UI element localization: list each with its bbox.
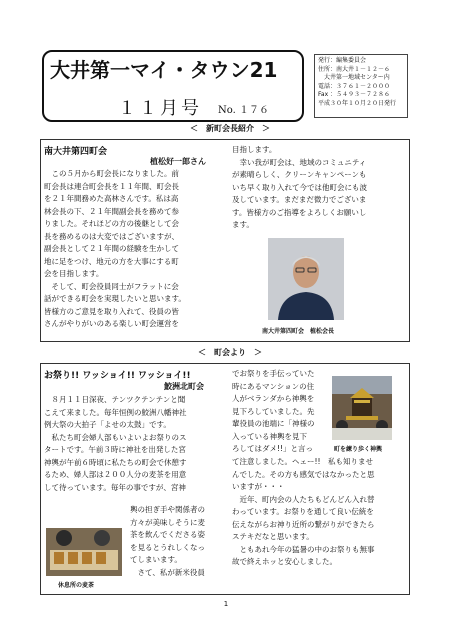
barley-tea-photo bbox=[46, 528, 122, 576]
article-author: 植松好一郎さん bbox=[150, 157, 206, 166]
text-line: 人がベランダから神輿を bbox=[232, 394, 315, 403]
phone-line: 電話：３７６１－２０００ bbox=[318, 82, 391, 90]
mikoshi-photo bbox=[332, 376, 392, 440]
text-line: て注意しました。ヘェー!! 私も知りませ bbox=[232, 457, 374, 466]
issue-number: No. １７６ bbox=[218, 105, 269, 116]
fax-line: Fax ：５４９３－７２８６ bbox=[318, 91, 391, 99]
text-line: 輩役員の池端に「神様の bbox=[232, 419, 315, 428]
text-line: てしまいます。 bbox=[130, 555, 182, 564]
text-line: 地に足をつけ、地元の方を大事にする町 bbox=[44, 256, 179, 266]
text-line: 及しています。まだまだ微力でございま bbox=[232, 195, 367, 204]
text-line: んでした。その方も感気ではなかったと思 bbox=[232, 469, 375, 479]
text-line: さんがやりがいのある楽しい町会運営を bbox=[44, 319, 179, 328]
article-left-column bbox=[44, 168, 186, 331]
text-line: わっています。お祭りを通して良い伝統を bbox=[232, 507, 374, 516]
text-line: が素晴らしく、クリーンキャンペーンも bbox=[232, 170, 367, 179]
text-line: して待っています。毎年の事ですが、宮神 bbox=[44, 482, 186, 492]
article-org: 南大井第四町会 bbox=[44, 147, 108, 157]
text-line: 幸い我が町会は、地域のコミュニティ bbox=[232, 157, 367, 167]
text-line: 例大祭の大拍子「よせの太鼓」です。 bbox=[44, 420, 171, 429]
text-line: 長を務めるのは大変ではございますが、 bbox=[44, 231, 179, 241]
text-line: 皆様方のご意見を取り入れて、役員の皆 bbox=[44, 306, 179, 316]
text-line: を見るとうれしくなっ bbox=[130, 542, 205, 552]
text-line: そして、町会役員同士がフラットに会 bbox=[44, 281, 179, 291]
page-number: 1 bbox=[223, 600, 229, 608]
text-line: 私たち町会婦人部もいよいよお祭りのス bbox=[44, 432, 187, 442]
text-line: ともあれ今年の猛暑の中のお祭りも無事 bbox=[232, 544, 375, 554]
text-line: 神輿が午前６時頃に私たちの町会で休憩す bbox=[44, 457, 187, 467]
festival-left-top bbox=[44, 394, 187, 494]
text-line: 輿の担ぎ手や関係者の bbox=[130, 505, 205, 514]
festival-left-bottom bbox=[130, 504, 205, 579]
chair-portrait-photo bbox=[268, 238, 344, 320]
text-line: 話ができる町会を実現したいと思います。 bbox=[44, 294, 186, 303]
text-line: 方々が美味しそうに麦 bbox=[130, 517, 205, 527]
text-line: 故で終えホッと安心しました。 bbox=[232, 557, 337, 566]
text-line: この５月から町会長になりました。前 bbox=[44, 169, 179, 178]
text-line: ろしてはダメ!!」と言っ bbox=[232, 444, 314, 453]
text-line: ます。 bbox=[232, 220, 254, 229]
article-right-column bbox=[232, 144, 367, 232]
text-line: でお祭りを手伝っていた bbox=[232, 369, 315, 378]
text-line: 目指します。 bbox=[232, 145, 277, 154]
date-line: 平成３０年１０月２０日発行 bbox=[318, 99, 397, 107]
text-line: す。皆様方のご指導をよろしくお願いし bbox=[232, 207, 367, 217]
address-line-2: 大井第一地域センター内 bbox=[318, 74, 390, 82]
newsletter-title: 大井第一マイ・タウン21 bbox=[50, 58, 278, 82]
text-line: 茶を飲んでくださる姿 bbox=[130, 530, 205, 539]
text-line: 林会長の下、２１年間副会長を務めて参 bbox=[44, 206, 179, 216]
text-line: いち早く取り入れて今では他町会にも波 bbox=[232, 182, 367, 192]
festival-title: お祭り!! ワッショイ!! ワッショイ!! bbox=[44, 371, 191, 381]
address-line: 住所：南大井１－１２－６ bbox=[318, 65, 391, 73]
text-line: りました。それほどの方の後継として会 bbox=[44, 219, 179, 228]
text-line: 見下ろしていました。先 bbox=[232, 406, 315, 416]
festival-org: 鮫洲北町会 bbox=[164, 382, 204, 391]
mikoshi-caption: 町を練り歩く神輿 bbox=[334, 446, 383, 453]
section-heading-from-chokai: ＜ 町会より ＞ bbox=[198, 348, 262, 357]
issue-month: １１月号 bbox=[118, 98, 202, 119]
chair-photo-caption: 南大井第四町会 植松会長 bbox=[262, 328, 335, 335]
text-line: 入っている神輿を見下 bbox=[232, 431, 307, 441]
publisher-info bbox=[314, 54, 408, 118]
text-line: を２１年間務めた高林さんです。私は高 bbox=[44, 194, 179, 203]
text-line: タートです。午前３時に神社を出発した宮 bbox=[44, 445, 186, 454]
text-line: 伝えながらお神り近所の繋がりができたら bbox=[232, 519, 375, 529]
publisher-line: 発行：編集委員会 bbox=[318, 57, 367, 64]
text-line: るため、婦人部は２００人分の麦茶を用意 bbox=[44, 470, 187, 479]
text-line: 副会長として２１年間の経験を生かして bbox=[44, 244, 179, 253]
text-line: 町会長は連合町会長を１１年間、町会長 bbox=[44, 181, 179, 191]
text-line: いますが・・・ bbox=[232, 482, 285, 491]
text-line: 時にあるマンションの住 bbox=[232, 381, 315, 391]
text-line: さて、私が新米役員 bbox=[130, 567, 205, 577]
festival-right-top bbox=[232, 368, 315, 456]
text-line: 会を目指します。 bbox=[44, 269, 104, 278]
text-line: 近年、町内会の人たちもどんどん入れ替 bbox=[232, 494, 375, 504]
text-line: こえて来ました。毎年恒例の鮫洲八幡神社 bbox=[44, 407, 187, 417]
festival-right-bottom bbox=[232, 456, 375, 569]
section-heading-new-chair: ＜ 新町会長紹介 ＞ bbox=[190, 124, 270, 133]
text-line: ８月１１日深夜、テンツクテンテンと聞 bbox=[44, 395, 186, 404]
text-line: ステキだなと思います。 bbox=[232, 532, 314, 541]
barley-tea-caption: 休息所の麦茶 bbox=[58, 582, 95, 589]
